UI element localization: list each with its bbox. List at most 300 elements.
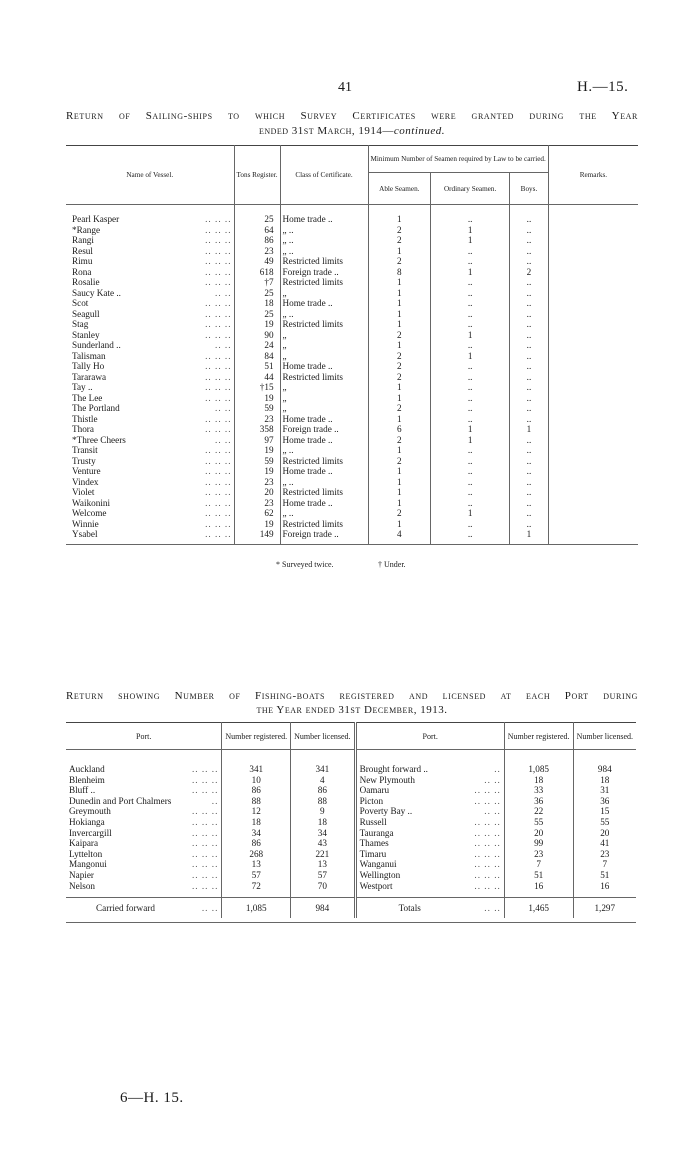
leader-dots: .. .. .. bbox=[205, 455, 232, 466]
port-name-right: Wellington bbox=[359, 869, 401, 880]
vessel-boys: .. bbox=[510, 477, 549, 488]
vessel-able-seamen: 1 bbox=[368, 319, 431, 330]
vessel-tons: 59 bbox=[234, 456, 280, 467]
table1-title-line2 bbox=[66, 125, 638, 137]
vessel-ordinary-seamen: .. bbox=[431, 393, 510, 404]
port-registered-left: 13 bbox=[222, 859, 291, 870]
vessel-tons: 23 bbox=[234, 414, 280, 425]
totals-label: Totals bbox=[398, 902, 421, 913]
leader-dots: .. .. bbox=[215, 340, 232, 350]
vessel-ordinary-seamen: .. bbox=[431, 487, 510, 498]
vessel-remarks bbox=[548, 256, 638, 267]
port-licensed-left: 43 bbox=[291, 838, 355, 849]
vessel-ordinary-seamen: .. bbox=[431, 382, 510, 393]
vessel-able-seamen: 2 bbox=[368, 330, 431, 341]
vessel-row bbox=[66, 498, 638, 509]
vessel-ordinary-seamen: .. bbox=[431, 456, 510, 467]
col-header-remarks: Remarks. bbox=[548, 146, 638, 205]
vessel-boys: .. bbox=[510, 414, 549, 425]
vessel-able-seamen: 1 bbox=[368, 445, 431, 456]
vessel-row bbox=[66, 445, 638, 456]
vessel-boys: .. bbox=[510, 435, 549, 446]
leader-dots: .. .. .. bbox=[205, 308, 232, 319]
vessel-remarks bbox=[548, 351, 638, 362]
vessel-name: Stag bbox=[72, 319, 89, 329]
port-registered-right: 16 bbox=[504, 881, 573, 892]
vessel-able-seamen: 1 bbox=[368, 498, 431, 509]
leader-dots: .. .. .. bbox=[205, 382, 232, 392]
vessel-class: „ bbox=[280, 340, 368, 351]
fishing-boats-table bbox=[66, 722, 636, 923]
vessel-ordinary-seamen: .. bbox=[431, 361, 510, 372]
vessel-able-seamen: 1 bbox=[368, 309, 431, 320]
vessel-remarks bbox=[548, 330, 638, 341]
vessel-ordinary-seamen: .. bbox=[431, 466, 510, 477]
vessel-able-seamen: 2 bbox=[368, 372, 431, 383]
vessel-ordinary-seamen: 1 bbox=[431, 235, 510, 246]
port-name-right: Picton bbox=[359, 795, 384, 806]
vessel-boys: .. bbox=[510, 382, 549, 393]
vessel-class: „ bbox=[280, 403, 368, 414]
vessel-remarks bbox=[548, 382, 638, 393]
vessel-row bbox=[66, 330, 638, 341]
vessel-class: „ bbox=[280, 351, 368, 362]
vessel-class: Restricted limits bbox=[280, 277, 368, 288]
vessel-row bbox=[66, 277, 638, 288]
leader-dots: .. .. .. bbox=[205, 361, 232, 371]
vessel-tons: 19 bbox=[234, 393, 280, 404]
port-name-left: Greymouth bbox=[69, 806, 111, 817]
vessel-able-seamen: 1 bbox=[368, 214, 431, 225]
vessel-name: Welcome bbox=[72, 508, 107, 518]
vessel-class: Foreign trade .. bbox=[280, 529, 368, 540]
port-licensed-left: 34 bbox=[291, 828, 355, 839]
vessel-ordinary-seamen: .. bbox=[431, 445, 510, 456]
vessel-row bbox=[66, 309, 638, 320]
port-licensed-left: 341 bbox=[291, 764, 355, 775]
leader-dots: .. .. .. bbox=[474, 848, 501, 859]
vessel-tons: 25 bbox=[234, 309, 280, 320]
vessel-able-seamen: 8 bbox=[368, 267, 431, 278]
vessel-boys: .. bbox=[510, 298, 549, 309]
port-row bbox=[66, 785, 636, 796]
vessel-able-seamen: 6 bbox=[368, 424, 431, 435]
port-name-left: Invercargill bbox=[69, 827, 112, 838]
vessel-name: Rosalie bbox=[72, 277, 100, 287]
leader-dots: .. .. .. bbox=[191, 816, 219, 827]
vessel-class: Restricted limits bbox=[280, 519, 368, 530]
col-header-licensed-right: Number licensed. bbox=[573, 723, 636, 750]
vessel-class: „ .. bbox=[280, 235, 368, 246]
leader-dots: .. .. .. bbox=[205, 466, 232, 476]
vessel-tons: 23 bbox=[234, 477, 280, 488]
vessel-name: Saucy Kate .. bbox=[72, 287, 121, 298]
port-licensed-right: 15 bbox=[573, 806, 636, 817]
vessel-tons: 51 bbox=[234, 361, 280, 372]
leader-dots: .. .. .. bbox=[205, 497, 232, 508]
port-licensed-right: 18 bbox=[573, 775, 636, 786]
vessel-class: Home trade .. bbox=[280, 414, 368, 425]
vessel-remarks bbox=[548, 445, 638, 456]
port-registered-right: 22 bbox=[504, 806, 573, 817]
leader-dots: .. .. .. bbox=[205, 235, 232, 245]
table2-title-line2: the Year ended 31st December, 1913. bbox=[256, 704, 448, 716]
port-licensed-left: 4 bbox=[291, 775, 355, 786]
vessel-tons: 90 bbox=[234, 330, 280, 341]
port-registered-right: 36 bbox=[504, 796, 573, 807]
vessel-tons: 86 bbox=[234, 235, 280, 246]
vessel-tons: 19 bbox=[234, 445, 280, 456]
leader-dots: .. .. .. bbox=[191, 827, 219, 838]
vessel-able-seamen: 1 bbox=[368, 246, 431, 257]
vessel-boys: .. bbox=[510, 466, 549, 477]
vessel-class: „ bbox=[280, 330, 368, 341]
vessel-row bbox=[66, 456, 638, 467]
vessel-name: Thistle bbox=[72, 413, 98, 424]
vessel-remarks bbox=[548, 466, 638, 477]
vessel-class: Restricted limits bbox=[280, 487, 368, 498]
vessel-name: Stanley bbox=[72, 329, 100, 340]
port-licensed-left: 70 bbox=[291, 881, 355, 892]
port-licensed-left: 13 bbox=[291, 859, 355, 870]
vessel-row bbox=[66, 214, 638, 225]
vessel-ordinary-seamen: .. bbox=[431, 529, 510, 540]
port-registered-left: 12 bbox=[222, 806, 291, 817]
port-name-right: Tauranga bbox=[359, 827, 394, 838]
port-name-right: Thames bbox=[359, 838, 389, 849]
vessel-class: Home trade .. bbox=[280, 435, 368, 446]
port-registered-right: 20 bbox=[504, 828, 573, 839]
vessel-boys: .. bbox=[510, 330, 549, 341]
vessel-tons: 618 bbox=[234, 267, 280, 278]
leader-dots: .. .. .. bbox=[474, 795, 501, 806]
vessel-boys: .. bbox=[510, 456, 549, 467]
vessel-boys: .. bbox=[510, 403, 549, 414]
vessel-row bbox=[66, 424, 638, 435]
leader-dots: .. .. .. bbox=[191, 764, 219, 774]
leader-dots: .. .. .. bbox=[205, 413, 232, 424]
port-name-left: Dunedin and Port Chalmers bbox=[69, 795, 172, 806]
vessel-name: Scot bbox=[72, 298, 89, 308]
fishing-boats-body bbox=[66, 764, 636, 891]
port-registered-left: 268 bbox=[222, 849, 291, 860]
port-row bbox=[66, 881, 636, 892]
port-licensed-left: 18 bbox=[291, 817, 355, 828]
port-registered-right: 1,085 bbox=[504, 764, 573, 775]
leader-dots: .. .. .. bbox=[205, 476, 232, 487]
port-name-right: Oamaru bbox=[359, 785, 390, 796]
col-header-class: Class of Certificate. bbox=[280, 146, 368, 205]
vessel-class: „ bbox=[280, 288, 368, 299]
leader-dots: .. .. .. bbox=[205, 329, 232, 340]
vessel-name: Resul bbox=[72, 245, 93, 256]
vessel-boys: .. bbox=[510, 256, 549, 267]
leader-dots: .. .. bbox=[484, 774, 501, 785]
leader-dots: .. .. .. bbox=[205, 266, 232, 277]
vessel-able-seamen: 4 bbox=[368, 529, 431, 540]
vessel-remarks bbox=[548, 246, 638, 257]
vessel-remarks bbox=[548, 529, 638, 540]
vessel-class: „ bbox=[280, 382, 368, 393]
port-row bbox=[66, 849, 636, 860]
vessel-able-seamen: 1 bbox=[368, 340, 431, 351]
vessel-able-seamen: 1 bbox=[368, 414, 431, 425]
vessel-row bbox=[66, 256, 638, 267]
vessel-able-seamen: 2 bbox=[368, 361, 431, 372]
totals-registered: 1,465 bbox=[504, 898, 573, 919]
vessel-tons: 49 bbox=[234, 256, 280, 267]
leader-dots: .. .. .. bbox=[205, 319, 232, 329]
vessel-row bbox=[66, 288, 638, 299]
vessel-row bbox=[66, 298, 638, 309]
leader-dots: .. .. .. bbox=[191, 848, 219, 859]
port-row bbox=[66, 796, 636, 807]
port-licensed-right: 41 bbox=[573, 838, 636, 849]
vessel-row bbox=[66, 246, 638, 257]
leader-dots: .. .. .. bbox=[205, 487, 232, 497]
port-name-left: Auckland bbox=[69, 764, 105, 774]
vessel-ordinary-seamen: .. bbox=[431, 340, 510, 351]
vessel-class: Restricted limits bbox=[280, 456, 368, 467]
vessel-ordinary-seamen: .. bbox=[431, 519, 510, 530]
vessel-ordinary-seamen: 1 bbox=[431, 267, 510, 278]
vessel-able-seamen: 2 bbox=[368, 435, 431, 446]
leader-dots: .. .. .. bbox=[191, 806, 219, 817]
vessel-ordinary-seamen: .. bbox=[431, 319, 510, 330]
leader-dots: .. .. .. bbox=[205, 518, 232, 529]
port-row bbox=[66, 838, 636, 849]
port-licensed-right: 7 bbox=[573, 859, 636, 870]
vessel-name: Talisman bbox=[72, 350, 106, 361]
vessel-row bbox=[66, 319, 638, 330]
vessel-remarks bbox=[548, 309, 638, 320]
vessel-boys: .. bbox=[510, 319, 549, 330]
vessel-name: Thora bbox=[72, 424, 94, 434]
port-name-left: Hokianga bbox=[69, 816, 105, 827]
leader-dots: .. .. .. bbox=[474, 816, 501, 827]
col-header-minimum: Minimum Number of Seamen required by Law to be carried. bbox=[368, 146, 548, 173]
vessel-class: „ .. bbox=[280, 477, 368, 488]
vessel-remarks bbox=[548, 498, 638, 509]
page-number: 41 bbox=[338, 80, 352, 95]
leader-dots: .. .. .. bbox=[191, 774, 219, 785]
port-licensed-right: 36 bbox=[573, 796, 636, 807]
vessel-remarks bbox=[548, 319, 638, 330]
vessel-class: Home trade .. bbox=[280, 298, 368, 309]
col-header-registered-right: Number registered. bbox=[504, 723, 573, 750]
table2-title-line1: Return showing Number of Fishing-boats registered and licensed at each Port during bbox=[66, 690, 638, 702]
port-row bbox=[66, 775, 636, 786]
vessel-tons: 19 bbox=[234, 519, 280, 530]
port-registered-left: 10 bbox=[222, 775, 291, 786]
vessel-row bbox=[66, 393, 638, 404]
port-licensed-left: 86 bbox=[291, 785, 355, 796]
vessel-boys: .. bbox=[510, 361, 549, 372]
vessel-name: Waikonini bbox=[72, 497, 111, 508]
sailing-ships-body bbox=[66, 214, 638, 540]
port-registered-left: 86 bbox=[222, 785, 291, 796]
vessel-ordinary-seamen: 1 bbox=[431, 424, 510, 435]
leader-dots: .. .. .. bbox=[205, 214, 232, 224]
vessel-ordinary-seamen: .. bbox=[431, 498, 510, 509]
vessel-remarks bbox=[548, 214, 638, 225]
port-name-right: New Plymouth bbox=[359, 774, 415, 785]
port-row bbox=[66, 764, 636, 775]
col-header-able: Able Seamen. bbox=[368, 173, 431, 205]
vessel-ordinary-seamen: .. bbox=[431, 298, 510, 309]
vessel-boys: .. bbox=[510, 288, 549, 299]
leader-dots: .. .. .. bbox=[205, 392, 232, 403]
col-header-name: Name of Vessel. bbox=[66, 146, 234, 205]
vessel-row bbox=[66, 508, 638, 519]
leader-dots: .. .. .. bbox=[474, 838, 501, 849]
port-name-right: Wanganui bbox=[359, 859, 397, 870]
vessel-boys: .. bbox=[510, 246, 549, 257]
vessel-boys: .. bbox=[510, 445, 549, 456]
port-licensed-left: 9 bbox=[291, 806, 355, 817]
port-name-left: Napier bbox=[69, 869, 94, 880]
vessel-ordinary-seamen: 1 bbox=[431, 508, 510, 519]
vessel-row bbox=[66, 340, 638, 351]
port-name-left: Bluff .. bbox=[69, 785, 96, 796]
vessel-class: „ .. bbox=[280, 246, 368, 257]
vessel-boys: .. bbox=[510, 487, 549, 498]
vessel-row bbox=[66, 466, 638, 477]
vessel-remarks bbox=[548, 267, 638, 278]
vessel-name: Seagull bbox=[72, 308, 100, 319]
table1-title-line2-text: ended 31st March, 1914— bbox=[258, 125, 394, 137]
vessel-tons: 44 bbox=[234, 372, 280, 383]
vessel-remarks bbox=[548, 288, 638, 299]
vessel-remarks bbox=[548, 361, 638, 372]
vessel-able-seamen: 2 bbox=[368, 403, 431, 414]
vessel-name: Rimu bbox=[72, 256, 93, 266]
port-registered-left: 72 bbox=[222, 881, 291, 892]
vessel-ordinary-seamen: 1 bbox=[431, 330, 510, 341]
vessel-able-seamen: 1 bbox=[368, 298, 431, 309]
footnote-surveyed: * Surveyed twice. bbox=[276, 560, 334, 569]
leader-dots: .. .. bbox=[215, 434, 232, 445]
vessel-row bbox=[66, 361, 638, 372]
vessel-boys: 1 bbox=[510, 424, 549, 435]
leader-dots: .. .. .. bbox=[191, 859, 219, 870]
vessel-boys: .. bbox=[510, 372, 549, 383]
vessel-remarks bbox=[548, 225, 638, 236]
vessel-row bbox=[66, 382, 638, 393]
leader-dots: .. .. .. bbox=[191, 838, 219, 849]
leader-dots: .. .. .. bbox=[205, 298, 232, 308]
vessel-able-seamen: 2 bbox=[368, 456, 431, 467]
vessel-boys: .. bbox=[510, 498, 549, 509]
vessel-ordinary-seamen: .. bbox=[431, 309, 510, 320]
leader-dots: .. .. .. bbox=[205, 277, 232, 287]
vessel-ordinary-seamen: 1 bbox=[431, 351, 510, 362]
vessel-row bbox=[66, 487, 638, 498]
vessel-boys: .. bbox=[510, 309, 549, 320]
port-row bbox=[66, 828, 636, 839]
vessel-row bbox=[66, 403, 638, 414]
vessel-tons: 24 bbox=[234, 340, 280, 351]
port-row bbox=[66, 870, 636, 881]
port-registered-left: 88 bbox=[222, 796, 291, 807]
vessel-remarks bbox=[548, 340, 638, 351]
vessel-row bbox=[66, 529, 638, 540]
vessel-boys: .. bbox=[510, 277, 549, 288]
vessel-name: The Lee bbox=[72, 392, 103, 403]
vessel-class: Restricted limits bbox=[280, 372, 368, 383]
vessel-boys: .. bbox=[510, 340, 549, 351]
vessel-able-seamen: 2 bbox=[368, 235, 431, 246]
leader-dots: .. .. .. bbox=[474, 859, 501, 870]
col-header-port-left: Port. bbox=[66, 723, 222, 750]
port-name-left: Blenheim bbox=[69, 774, 105, 785]
vessel-boys: 2 bbox=[510, 267, 549, 278]
vessel-name: The Portland bbox=[72, 403, 120, 413]
leader-dots: .. .. .. bbox=[205, 256, 232, 266]
vessel-name: Rangi bbox=[72, 235, 94, 245]
vessel-boys: .. bbox=[510, 508, 549, 519]
vessel-name: Vindex bbox=[72, 476, 99, 487]
leader-dots: .. .. .. bbox=[205, 371, 232, 382]
vessel-row bbox=[66, 519, 638, 530]
col-header-tons: Tons Register. bbox=[234, 146, 280, 205]
vessel-remarks bbox=[548, 403, 638, 414]
vessel-ordinary-seamen: .. bbox=[431, 214, 510, 225]
port-registered-right: 33 bbox=[504, 785, 573, 796]
leader-dots: .. bbox=[494, 764, 501, 774]
port-name-left: Nelson bbox=[69, 880, 96, 891]
carried-forward-dots: .. .. bbox=[201, 902, 219, 913]
vessel-class: Foreign trade .. bbox=[280, 267, 368, 278]
port-registered-right: 51 bbox=[504, 870, 573, 881]
leader-dots: .. .. .. bbox=[205, 224, 232, 235]
vessel-tons: 59 bbox=[234, 403, 280, 414]
vessel-tons: 23 bbox=[234, 246, 280, 257]
vessel-boys: .. bbox=[510, 214, 549, 225]
vessel-tons: 25 bbox=[234, 288, 280, 299]
port-name-right: Westport bbox=[359, 880, 393, 891]
vessel-boys: .. bbox=[510, 235, 549, 246]
vessel-class: Restricted limits bbox=[280, 319, 368, 330]
leader-dots: .. .. .. bbox=[474, 827, 501, 838]
vessel-name: *Three Cheers bbox=[72, 434, 126, 445]
vessel-tons: †7 bbox=[234, 277, 280, 288]
vessel-remarks bbox=[548, 508, 638, 519]
vessel-remarks bbox=[548, 393, 638, 404]
port-licensed-left: 88 bbox=[291, 796, 355, 807]
vessel-name: Violet bbox=[72, 487, 95, 497]
port-registered-left: 57 bbox=[222, 870, 291, 881]
vessel-row bbox=[66, 225, 638, 236]
vessel-row bbox=[66, 435, 638, 446]
port-licensed-right: 16 bbox=[573, 881, 636, 892]
leader-dots: .. .. .. bbox=[205, 424, 232, 434]
table1-title-continued: continued. bbox=[393, 125, 446, 137]
sailing-ships-table bbox=[66, 145, 638, 545]
vessel-ordinary-seamen: .. bbox=[431, 246, 510, 257]
leader-dots: .. .. .. bbox=[474, 869, 501, 880]
port-row bbox=[66, 806, 636, 817]
vessel-name: Transit bbox=[72, 445, 98, 455]
vessel-tons: 19 bbox=[234, 466, 280, 477]
vessel-class: „ .. bbox=[280, 309, 368, 320]
vessel-able-seamen: 2 bbox=[368, 508, 431, 519]
vessel-name: Rona bbox=[72, 266, 92, 277]
vessel-remarks bbox=[548, 277, 638, 288]
vessel-tons: 358 bbox=[234, 424, 280, 435]
vessel-remarks bbox=[548, 477, 638, 488]
vessel-able-seamen: 1 bbox=[368, 288, 431, 299]
